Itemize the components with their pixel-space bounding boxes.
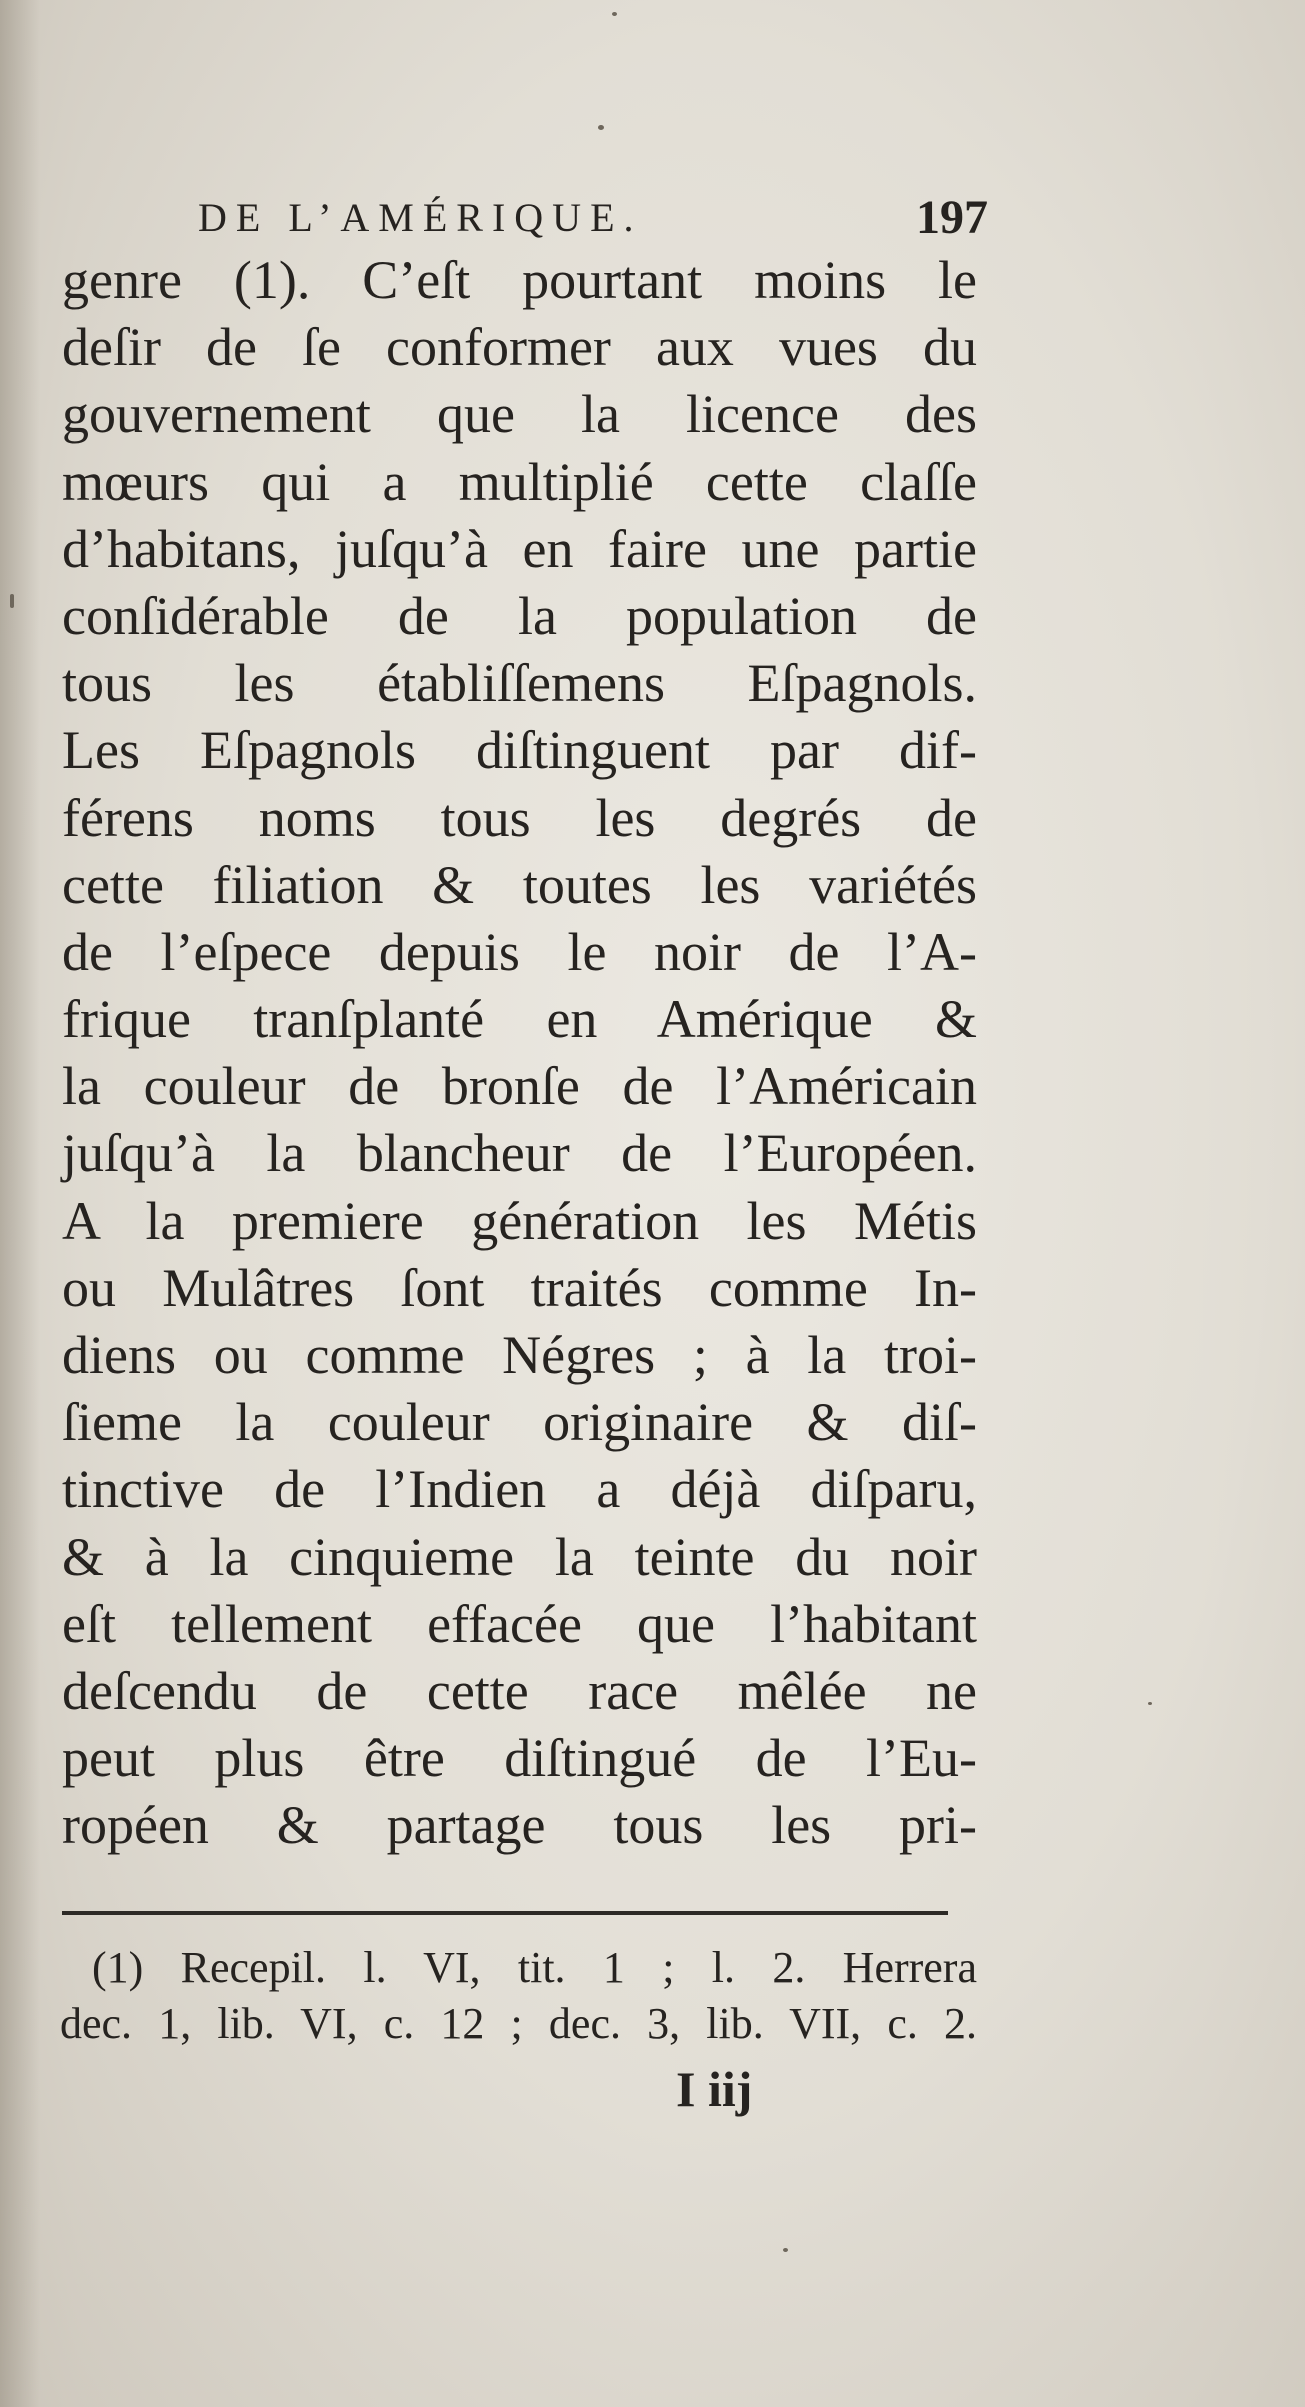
text-line: Les Eſpagnols diſtinguent par dif-	[62, 720, 977, 781]
body-text	[62, 247, 977, 1860]
text-line: genre (1). C’eſt pourtant moins le	[62, 250, 977, 310]
text-line: tous les établiſſemens Eſpagnols.	[62, 653, 977, 714]
text-line: ſieme la couleur originaire & diſ-	[62, 1392, 977, 1453]
text-line: d’habitans, juſqu’à en faire une partie	[62, 518, 977, 579]
text-line: mœurs qui a multiplié cette claſſe	[62, 451, 977, 512]
paper-speck	[598, 125, 604, 130]
text-line: diens ou comme Négres ; à la troi-	[62, 1325, 977, 1385]
paper-speck	[612, 12, 617, 16]
text-line: peut plus être diſtingué de l’Eu-	[62, 1728, 977, 1789]
text-line: A la premiere génération les Métis	[62, 1190, 977, 1251]
text-line: férens noms tous les degrés de	[62, 787, 977, 848]
paper-speck	[783, 2248, 788, 2252]
text-line: deſir de ſe conformer aux vues du	[62, 317, 977, 378]
text-line: & à la cinquieme la teinte du noir	[62, 1526, 977, 1587]
footnote-line: dec. 1, lib. VI, c. 12 ; dec. 3, lib. VII, c. 2.	[60, 1999, 977, 2048]
text-line: de l’eſpece depuis le noir de l’A-	[62, 921, 977, 982]
text-line: deſcendu de cette race mêlée ne	[62, 1660, 977, 1721]
paper-speck	[1148, 1702, 1152, 1705]
gutter-shadow	[0, 0, 40, 2407]
signature-mark: I iij	[676, 2061, 753, 2117]
text-line: tinctive de l’Indien a déjà diſparu,	[62, 1459, 977, 1520]
paper-speck	[10, 594, 14, 608]
text-line: ropéen & partage tous les pri-	[62, 1795, 977, 1856]
footnote-rule	[62, 1911, 948, 1915]
footnote	[60, 1940, 977, 2052]
text-line: cette filiation & toutes les variétés	[62, 854, 977, 915]
text-line: eſt tellement effacée que l’habitant	[62, 1593, 977, 1654]
text-line: la couleur de bronſe de l’Américain	[62, 1056, 977, 1117]
text-line: juſqu’à la blancheur de l’Européen.	[62, 1123, 977, 1184]
text-line: ou Mulâtres ſont traités comme In-	[62, 1257, 977, 1318]
running-title: DE L’AMÉRIQUE.	[198, 195, 643, 240]
running-head	[198, 190, 988, 250]
footnote-line: (1) Recepil. l. VI, tit. 1 ; l. 2. Herrera	[92, 1943, 977, 1992]
text-line: conſidérable de la population de	[62, 585, 977, 646]
text-line: gouvernement que la licence des	[62, 384, 977, 445]
text-line: frique tranſplanté en Amérique &	[62, 989, 977, 1050]
page-number: 197	[916, 191, 988, 244]
